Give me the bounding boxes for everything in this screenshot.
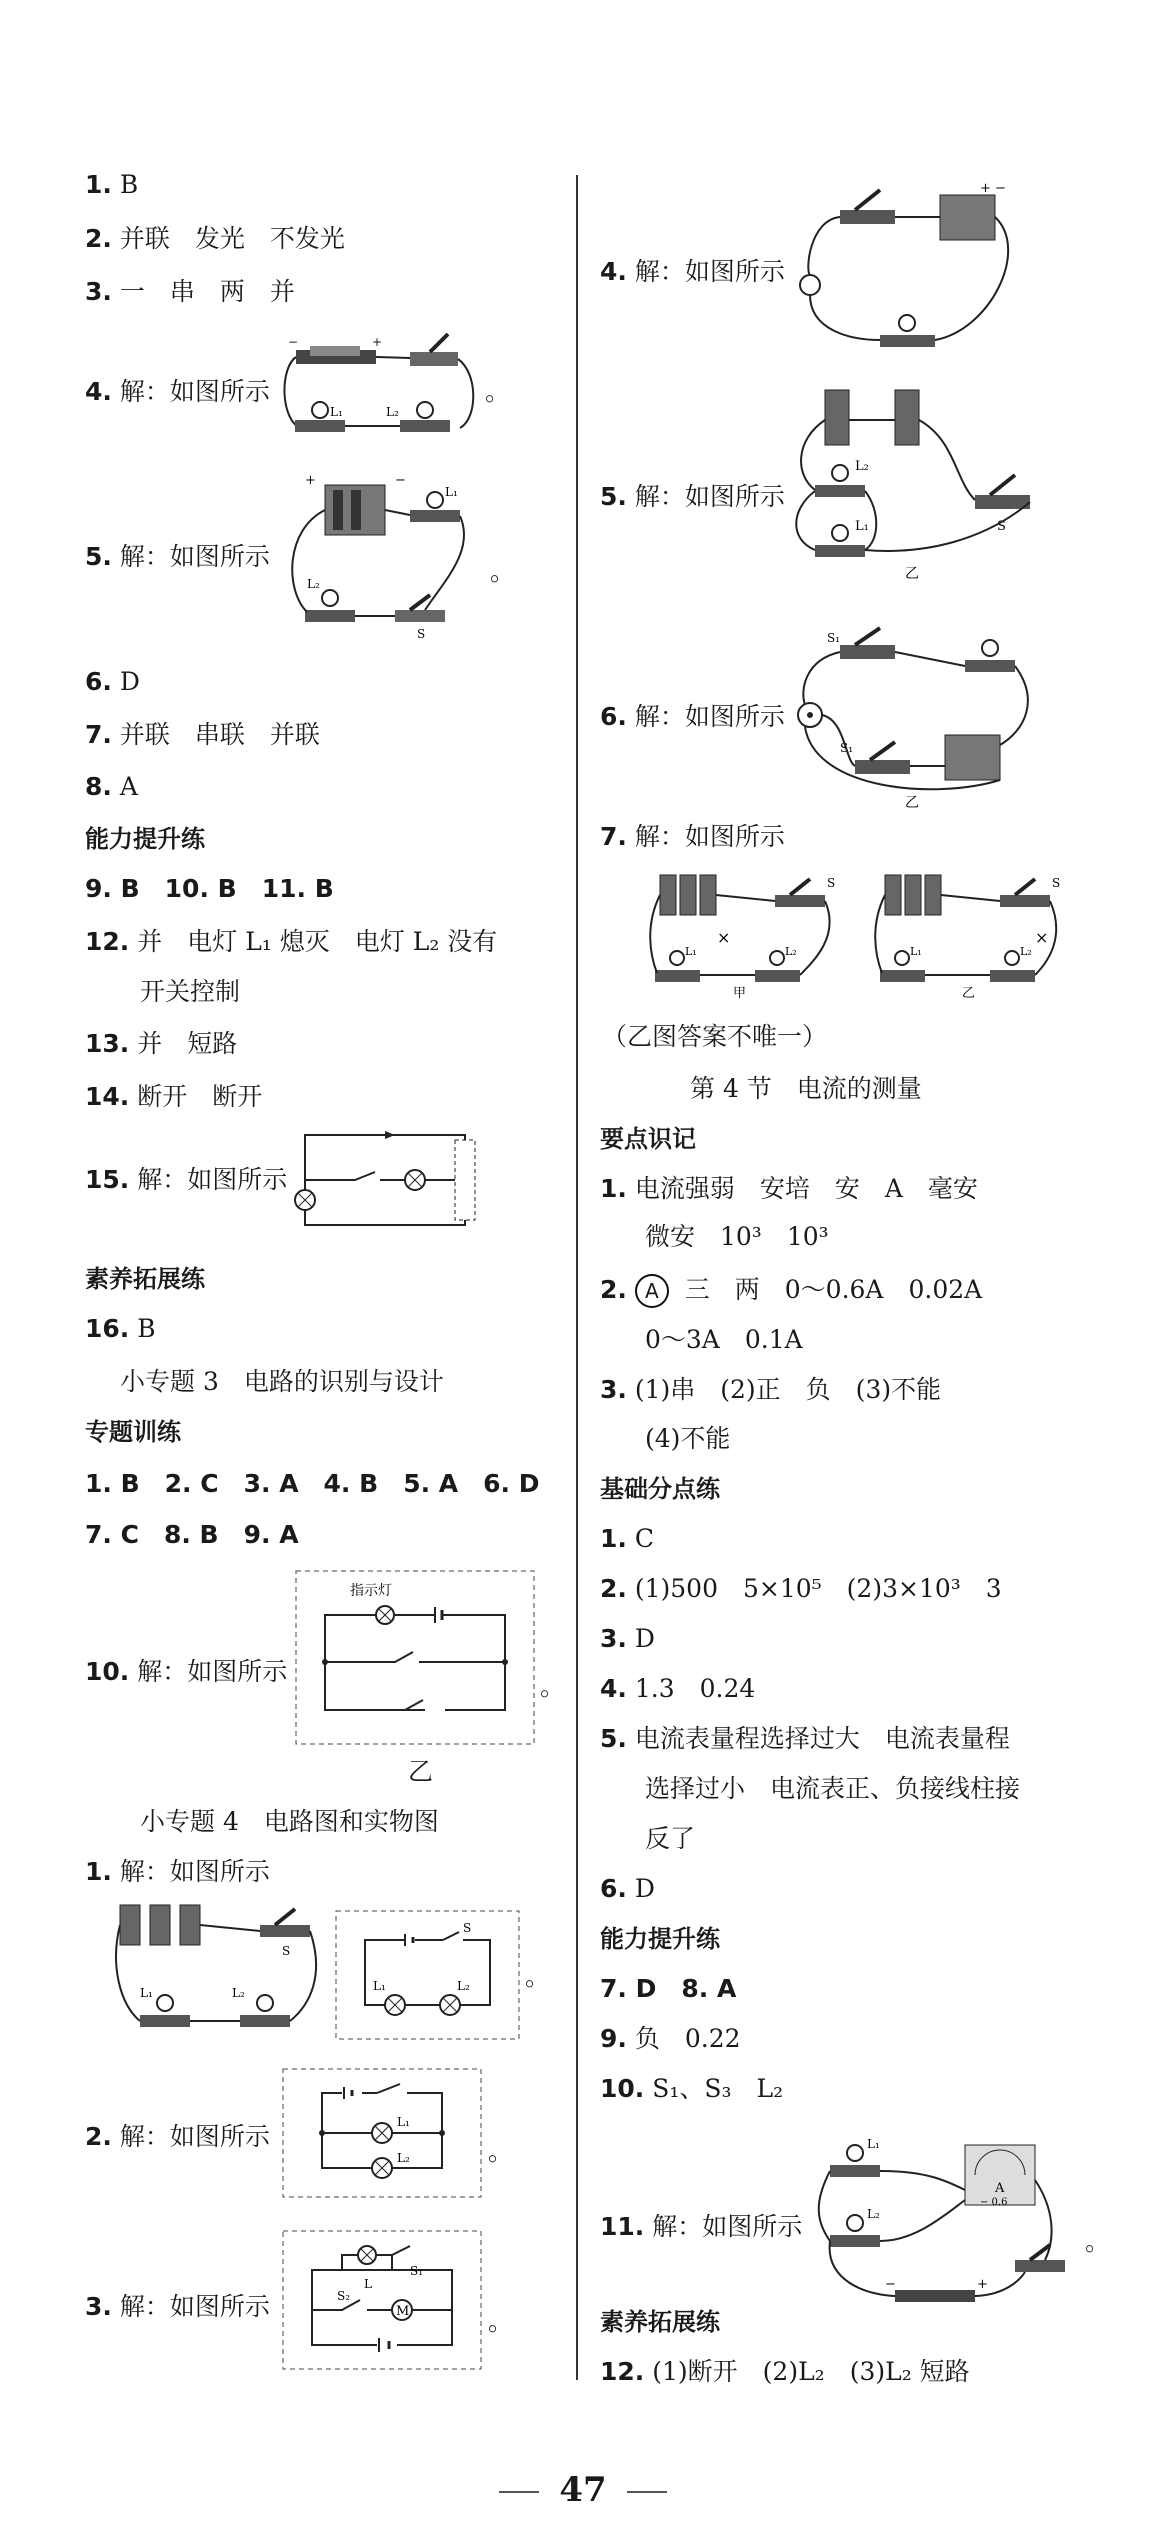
figure-physical-circuit-t4-1: [110, 1895, 330, 2045]
figure-circuit-diagram-t4-1: [335, 1910, 520, 2040]
svg-text:L₁: L₁: [373, 1979, 386, 1993]
svg-text:L₁: L₁: [397, 2115, 410, 2129]
svg-text:L₂: L₂: [232, 1986, 245, 2000]
section-heading: 基础分点练: [600, 1475, 720, 1503]
svg-text:L₁: L₁: [445, 485, 458, 499]
r-answer-7: 7. 解：如图所示: [600, 822, 785, 851]
key-point-3-cont: (4)不能: [645, 1424, 731, 1453]
svg-text:−: −: [395, 473, 406, 488]
svg-text:×: ×: [1035, 928, 1049, 947]
figure-physical-circuit-r11: [815, 2120, 1075, 2310]
topic3-answers-7-9: 7. C 8. B 9. A: [85, 1520, 299, 1549]
figure-circuit-diagram-15: [285, 1120, 485, 1240]
r-answer-6: 6. 解：如图所示: [600, 702, 785, 731]
svg-text:+: +: [305, 473, 316, 488]
basic-2: 2. (1)500 5×10⁵ (2)3×10³ 3: [600, 1574, 1002, 1603]
svg-text:L₁: L₁: [855, 519, 869, 534]
basic-6: 6. D: [600, 1874, 655, 1903]
svg-text:S: S: [997, 519, 1006, 534]
svg-text:L: L: [364, 2277, 372, 2291]
section-heading: 能力提升练: [85, 825, 205, 853]
period: 。: [490, 557, 516, 586]
answer-12: 12. 并 电灯 L₁ 熄灭 电灯 L₂ 没有: [85, 927, 498, 956]
svg-text:M: M: [396, 2304, 410, 2319]
svg-text:L₁: L₁: [330, 405, 343, 419]
ability-10: 10. S₁、S₃ L₂: [600, 2074, 784, 2103]
answer-16: 16. B: [85, 1314, 156, 1343]
svg-text:乙: 乙: [905, 795, 919, 810]
topic3-answer-10: 10. 解：如图所示: [85, 1657, 288, 1686]
svg-text:L₂: L₂: [307, 577, 320, 591]
figure-physical-circuit-r7-jia: [645, 865, 845, 1000]
svg-text:S: S: [282, 1944, 291, 1958]
figure-physical-circuit-r4: [790, 180, 1040, 355]
basic-3: 3. D: [600, 1624, 655, 1653]
key-point-2: 2. A 三 两 0～0.6A 0.02A: [600, 1273, 982, 1308]
svg-text:+: +: [977, 2277, 988, 2292]
ability-11: 11. 解：如图所示: [600, 2212, 803, 2241]
figure-circuit-diagram-t3-10: [295, 1570, 535, 1745]
r-answer-4: 4. 解：如图所示: [600, 257, 785, 286]
svg-text:S₂: S₂: [337, 2289, 351, 2303]
svg-text:S₁: S₁: [840, 741, 854, 755]
svg-text:L₂: L₂: [386, 405, 399, 419]
basic-5-cont2: 反了: [645, 1824, 696, 1853]
answer-3: 3. 一 串 两 并: [85, 277, 295, 306]
svg-text:S: S: [1052, 876, 1061, 890]
svg-text:L₂: L₂: [397, 2151, 410, 2165]
svg-text:×: ×: [717, 928, 731, 947]
note-answer-not-unique: （乙图答案不唯一）: [602, 1022, 828, 1051]
literacy-12: 12. (1)断开 (2)L₂ (3)L₂ 短路: [600, 2357, 970, 2386]
key-point-3: 3. (1)串 (2)正 负 (3)不能: [600, 1375, 942, 1404]
topic-4-title: 小专题 4 电路图和实物图: [140, 1807, 439, 1836]
svg-text:甲: 甲: [733, 986, 747, 1000]
answer-12-cont: 开关控制: [140, 977, 241, 1006]
figure-physical-circuit-r7-yi: [870, 865, 1070, 1000]
topic4-answer-1: 1. 解：如图所示: [85, 1857, 270, 1886]
svg-text:L₁: L₁: [685, 945, 697, 958]
svg-text:S₁: S₁: [410, 2264, 424, 2278]
answer-6: 6. D: [85, 667, 140, 696]
topic4-answer-3: 3. 解：如图所示: [85, 2292, 270, 2321]
ammeter-symbol: A: [635, 1274, 669, 1308]
basic-1: 1. C: [600, 1524, 654, 1553]
svg-text:−: −: [995, 181, 1006, 196]
section-heading: 素养拓展练: [85, 1265, 205, 1293]
svg-text:A: A: [995, 2181, 1005, 2196]
svg-text:S: S: [417, 627, 426, 640]
basic-4: 4. 1.3 0.24: [600, 1674, 756, 1703]
topic-3-title: 小专题 3 电路的识别与设计: [120, 1367, 444, 1396]
key-point-1-cont: 微安 10³ 10³: [645, 1222, 829, 1251]
answers-9-11: 9. B 10. B 11. B: [85, 874, 334, 903]
figure-circuit-diagram-t4-3: [282, 2230, 482, 2370]
answer-2: 2. 并联 发光 不发光: [85, 224, 345, 253]
svg-text:L₂: L₂: [867, 2207, 880, 2221]
svg-text:L₂: L₂: [855, 459, 869, 474]
svg-text:L₂: L₂: [785, 945, 797, 958]
answer-15: 15. 解：如图所示: [85, 1165, 288, 1194]
section-heading: 要点识记: [600, 1125, 696, 1153]
basic-5-cont: 选择过小 电流表正、负接线柱接: [645, 1774, 1021, 1803]
svg-text:S: S: [827, 876, 836, 890]
svg-text:L₂: L₂: [457, 1979, 470, 1993]
indicator-label: 指示灯: [350, 1583, 392, 1599]
figure-physical-circuit-4: [280, 328, 480, 448]
svg-text:−: −: [885, 2277, 896, 2292]
page-number: 47: [0, 2470, 1166, 2510]
answer-13: 13. 并 短路: [85, 1029, 238, 1058]
svg-text:L₂: L₂: [1020, 945, 1032, 958]
section-4-title: 第 4 节 电流的测量: [690, 1074, 922, 1103]
figure-label-yi: 乙: [408, 1757, 434, 1786]
period: 。: [488, 2137, 514, 2166]
period: 。: [1085, 2227, 1111, 2256]
svg-text:S₁: S₁: [827, 631, 841, 645]
svg-text:− 0.6: − 0.6: [980, 2197, 1008, 2208]
key-point-1: 1. 电流强弱 安培 安 A 毫安: [600, 1174, 978, 1203]
basic-5: 5. 电流表量程选择过大 电流表量程: [600, 1724, 1010, 1753]
topic4-answer-2: 2. 解：如图所示: [85, 2122, 270, 2151]
svg-text:L₁: L₁: [140, 1986, 153, 2000]
svg-text:乙: 乙: [962, 986, 976, 1000]
svg-text:S: S: [463, 1921, 472, 1935]
period: 。: [488, 2307, 514, 2336]
section-heading: 能力提升练: [600, 1925, 720, 1953]
svg-text:L₁: L₁: [910, 945, 922, 958]
topic3-answers-1-6: 1. B 2. C 3. A 4. B 5. A 6. D: [85, 1469, 540, 1498]
answer-5: 5. 解：如图所示: [85, 542, 270, 571]
svg-text:乙: 乙: [905, 566, 919, 580]
answer-8: 8. A: [85, 772, 138, 801]
period: 。: [540, 1672, 566, 1701]
figure-circuit-diagram-t4-2: [282, 2068, 482, 2198]
ability-7-8: 7. D 8. A: [600, 1974, 737, 2003]
section-heading: 素养拓展练: [600, 2308, 720, 2336]
column-divider: [576, 175, 578, 2380]
key-point-2-cont: 0～3A 0.1A: [645, 1325, 803, 1354]
answer-4: 4. 解：如图所示: [85, 377, 270, 406]
answer-1: 1. B: [85, 170, 139, 199]
period: 。: [485, 377, 511, 406]
figure-physical-circuit-r6: [785, 620, 1045, 810]
svg-text:+: +: [372, 335, 383, 349]
answer-7: 7. 并联 串联 并联: [85, 720, 320, 749]
ability-9: 9. 负 0.22: [600, 2024, 741, 2053]
svg-text:+: +: [980, 181, 991, 196]
period: 。: [525, 1962, 551, 1991]
figure-physical-circuit-r5: [785, 380, 1045, 580]
section-heading: 专题训练: [85, 1418, 181, 1446]
svg-text:L₁: L₁: [867, 2137, 880, 2151]
r-answer-5: 5. 解：如图所示: [600, 482, 785, 511]
figure-physical-circuit-5: [285, 470, 485, 640]
svg-text:−: −: [288, 335, 299, 349]
answer-14: 14. 断开 断开: [85, 1082, 263, 1111]
